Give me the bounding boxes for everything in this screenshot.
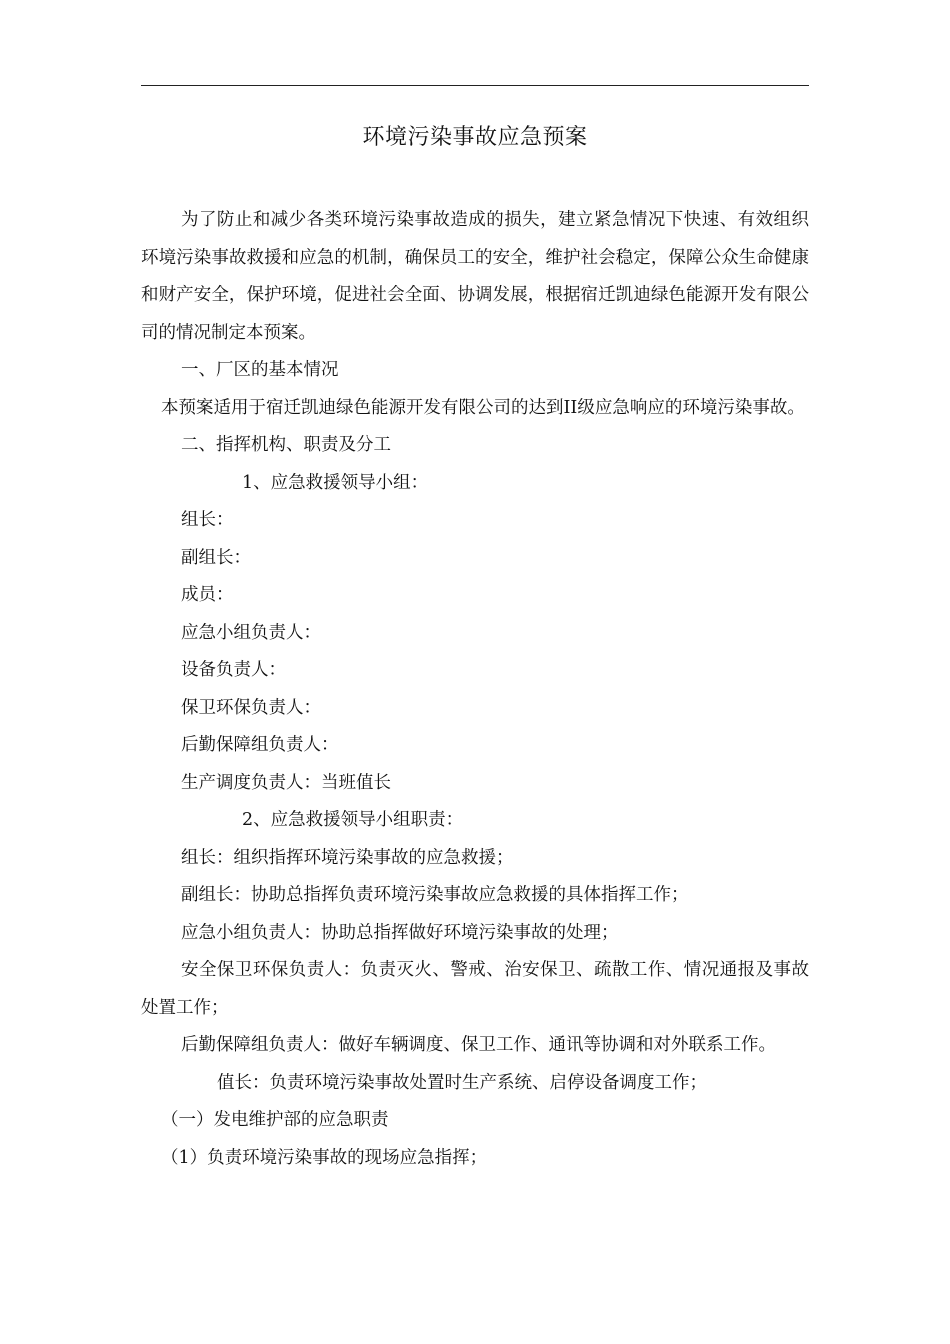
section-2-heading: 二、指挥机构、职责及分工 bbox=[181, 435, 391, 455]
subsection-2-heading: 2、应急救援领导小组职责： bbox=[242, 810, 464, 830]
duty-leader-line: 组长：组织指挥环境污染事故的应急救援； bbox=[181, 847, 514, 868]
header-rule bbox=[141, 85, 809, 86]
duty-shift-line: 值长：负责环境污染事故处置时生产系统、启停设备调度工作； bbox=[217, 1072, 707, 1093]
document-title: 环境污染事故应急预案 bbox=[362, 125, 588, 150]
duty-security-paragraph: 安全保卫环保负责人：负责灭火、警戒、治安保卫、疏散工作、情况通报及事故处置工作； bbox=[141, 960, 809, 1018]
duty-deputy-line: 副组长：协助总指挥负责环境污染事故应急救援的具体指挥工作； bbox=[181, 885, 689, 905]
members-line: 成员： bbox=[181, 585, 234, 605]
security-env-head-line: 保卫环保负责人： bbox=[181, 697, 321, 718]
team-leader-line: 组长： bbox=[181, 510, 234, 530]
document-body bbox=[141, 202, 809, 1177]
emergency-group-head-line: 应急小组负责人： bbox=[181, 622, 321, 643]
logistics-head-line: 后勤保障组负责人： bbox=[181, 735, 339, 755]
department-item-1: （1）负责环境污染事故的现场应急指挥； bbox=[161, 1147, 488, 1168]
section-1-heading: 一、厂区的基本情况 bbox=[181, 360, 339, 380]
duty-emergency-group-line: 应急小组负责人：协助总指挥做好环境污染事故的处理； bbox=[181, 922, 619, 943]
duty-logistics-line: 后勤保障组负责人：做好车辆调度、保卫工作、通讯等协调和对外联系工作。 bbox=[181, 1035, 776, 1055]
equipment-head-line: 设备负责人： bbox=[181, 660, 286, 680]
intro-paragraph: 为了防止和减少各类环境污染事故造成的损失，建立紧急情况下快速、有效组织环境污染事故救援和应急的机制，确保员工的安全，维护社会稳定，保障公众生命健康和财产安全，保护环境，促进社会全面、协调发展，根据宿迁凯迪绿色能源开发有限公司的情况制定本预案。 bbox=[141, 210, 809, 343]
deputy-leader-line: 副组长： bbox=[181, 547, 251, 568]
department-heading: （一）发电维护部的应急职责 bbox=[161, 1110, 389, 1130]
production-head-line: 生产调度负责人：当班值长 bbox=[181, 772, 391, 793]
subsection-1-heading: 1、应急救援领导小组： bbox=[242, 472, 429, 493]
section-1-text: 本预案适用于宿迁凯迪绿色能源开发有限公司的达到II级应急响应的环境污染事故。 bbox=[161, 397, 805, 418]
